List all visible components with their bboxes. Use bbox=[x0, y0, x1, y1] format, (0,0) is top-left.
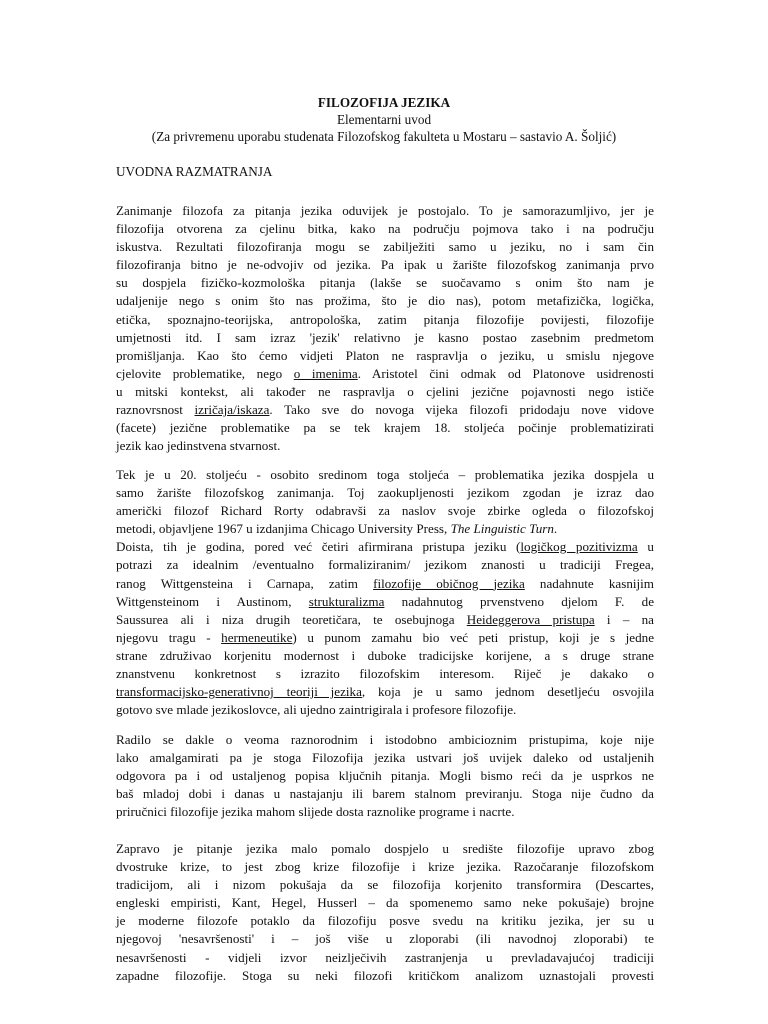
text-line: filozofiranja bitno je ne-odvojiv od jezika. Pa ipak u žarište filozofskog zanimanja prvo bbox=[116, 257, 654, 273]
text-line: cjelovite problematike, nego o imenima. Aristotel čini odmak od Platonove usidrenosti bbox=[116, 365, 654, 381]
document-subtitle: Elementarni uvod bbox=[336, 112, 432, 127]
text-line: američki filozof Richard Rorty odabravši za naslov svoje zbirke ogleda o filozofskoj bbox=[116, 503, 654, 519]
text-line: dvostruke krize, to jest zbog krize filozofije i krize jezika. Razočaranje filozofskom bbox=[116, 859, 654, 875]
link-izricaja-iskaza[interactable]: izričaja/iskaza bbox=[194, 402, 270, 418]
text-line: jezik kao jedinstvena stvarnost. bbox=[116, 438, 281, 454]
text-line: Zapravo je pitanje jezika malo pomalo dospjelo u središte filozofije upravo zbog bbox=[116, 841, 654, 856]
text-line: strane združivao korjenitu modernost i duboke tradicijske korijene, a s druge strane bbox=[116, 647, 654, 663]
book-title: The Linguistic Turn bbox=[450, 521, 554, 537]
text-line: raznovrsnost izričaja/iskaza. Tako sve do novoga vijeka filozofi pridodaju nove vidove bbox=[116, 402, 654, 418]
text-line: metodi, objavljene 1967 u izdanjima Chicago University Press, The Linguistic Turn. bbox=[116, 521, 558, 537]
text-line: Tek je u 20. stoljeću - osobito sredinom toga stoljeća – problematika jezika dospjela u bbox=[116, 467, 654, 482]
text-line: (facete) jezične problematike pa se tek krajem 18. stoljeća počinje problematizirati bbox=[116, 420, 654, 436]
link-heideggerova-pristupa[interactable]: Heideggerova pristupa bbox=[466, 611, 595, 627]
text-line: zapadne filozofije. Stoga su neki filozofi kritičkom analizom uznastojali provesti bbox=[116, 967, 654, 983]
text-line: samo žarište filozofskog zanimanja. Toj zaokupljenosti jezikom zgodan je izraz dao bbox=[116, 485, 654, 501]
paragraph-3 bbox=[116, 731, 654, 821]
text-line: znanstvenu konkretnost s izrazito filozofskim interesom. Riječ je dakako o bbox=[116, 666, 654, 682]
text-line: filozofija otvorena za cjelinu bitka, kako na području pojmova tako i na području bbox=[116, 221, 654, 237]
text-line: je moderne filozofe potaklo da filozofiju posve svedu na kritiku jezika, jer su u bbox=[116, 913, 654, 929]
text-line: Saussurea ali i niza drugih teoretičara, te osebujnoga Heideggerova pristupa i – na bbox=[116, 611, 654, 627]
text-line: engleski empiristi, Kant, Hegel, Husserl – da spomenemo samo neke pokušaje) brojne bbox=[116, 895, 654, 911]
text-line: nesavršenosti - vidjeli izvor neizlječivih zastranjenja u prevladavajućoj tradiciji bbox=[116, 949, 654, 965]
document-header bbox=[0, 94, 768, 145]
paragraph-1 bbox=[116, 202, 654, 455]
text-line: njegovu tragu - hermeneutike) u punom zamahu bio već peti pristup, koji je s jedne bbox=[116, 629, 655, 645]
text-line: su dospjela fizičko-kozmološka pitanja (lakše se suočavamo s onim što nam je bbox=[116, 275, 654, 291]
text-line: gotovo sve mlade jezikoslovce, ali ujedno zaintrigirala i profesore filozofije. bbox=[116, 702, 517, 718]
text-line: iskustva. Rezultati filozofiranja mogu se zabilježiti samo u jeziku, no i sam čin bbox=[116, 239, 654, 255]
text-line: promišljanja. Kao što ćemo vidjeti Platon ne raspravlja o jeziku, u smislu njegove bbox=[116, 347, 654, 363]
text-line: tradicijom, ali i nizom pokušaja da se filozofija korjenito transformira (Descartes, bbox=[116, 877, 654, 893]
text-line: transformacijsko-generativnoj teoriji jezika, koja je u samo jednom desetljeću osvojila bbox=[116, 684, 655, 700]
text-line: odgovora pa i od ustaljenog popisa ključnih pitanja. Mogli bismo reći da je usprkos ne bbox=[116, 768, 654, 784]
text-line: Radilo se dakle o veoma raznorodnim i istodobno ambicioznim pristupima, koje nije bbox=[116, 732, 654, 747]
text-line: priručnici filozofije jezika mahom slijede dosta raznolike programe i nacrte. bbox=[116, 804, 515, 820]
text-line: potrazi za idealnim /eventualno formaliziranim/ jezikom znanosti u tradiciji Fregea, bbox=[116, 557, 654, 573]
text-line: lako amalgamirati pa je stoga Filozofija jezika ustvari još uvijek daleko od ustaljenih bbox=[116, 750, 654, 766]
text-line: umjetnosti itd. I sam izraz 'jezik' relativno je kasno postao zasebnim predmetom bbox=[116, 329, 654, 345]
text-line: Zanimanje filozofa za pitanja jezika oduvijek je postojalo. To je samorazumljivo, jer je bbox=[116, 203, 654, 218]
link-transformacijsko-generativnoj-teoriji[interactable]: transformacijsko-generativnoj teoriji jezika bbox=[116, 684, 362, 700]
text-line: njegovoj 'nesavršenosti' i – još više u zloporabi (ili navodnoj zloporabi) te bbox=[116, 931, 654, 947]
text-line: udaljenije nego s onim što nas prožima, što je dio nas), potom metafizička, logička, bbox=[116, 293, 654, 309]
text-line: Doista, tih je godina, pored već četiri afirmirana pristupa jeziku (logičkog pozitivizma u bbox=[116, 539, 654, 555]
paragraph-2 bbox=[116, 466, 654, 719]
link-logickog-pozitivizma[interactable]: logičkog pozitivizma bbox=[520, 539, 638, 555]
link-filozofije-obicnog-jezika[interactable]: filozofije običnog jezika bbox=[373, 575, 525, 591]
link-strukturalizma[interactable]: strukturalizma bbox=[308, 593, 385, 609]
section-heading: UVODNA RAZMATRANJA bbox=[116, 164, 273, 179]
paragraph-4 bbox=[116, 840, 654, 985]
text-line: etička, spoznajno-teorijska, antropološka, zatim pitanja filozofije povijesti, filozofije bbox=[116, 311, 654, 327]
text-line: baš mladoj dobi i danas u nastajanju ili barem stalnom previranju. Stoga nije čudno da bbox=[116, 786, 654, 802]
link-hermeneutike[interactable]: hermeneutike bbox=[221, 629, 293, 645]
text-line: ranog Wittgensteina i Carnapa, zatim filozofije običnog jezika nadahnute kasnijim bbox=[116, 575, 654, 591]
text-line: Wittgensteinom i Austinom, strukturalizma nadahnutog prvenstveno djelom F. de bbox=[116, 593, 655, 609]
text-line: u mitski kontekst, ali također ne raspravlja o cjelini jezične pojavnosti nego ističe bbox=[116, 383, 654, 399]
link-o-imenima[interactable]: o imenima bbox=[293, 365, 358, 381]
document-note: (Za privremenu uporabu studenata Filozofskog fakulteta u Mostaru – sastavio A. Šoljić) bbox=[151, 129, 617, 144]
document-title: FILOZOFIJA JEZIKA bbox=[317, 95, 451, 110]
